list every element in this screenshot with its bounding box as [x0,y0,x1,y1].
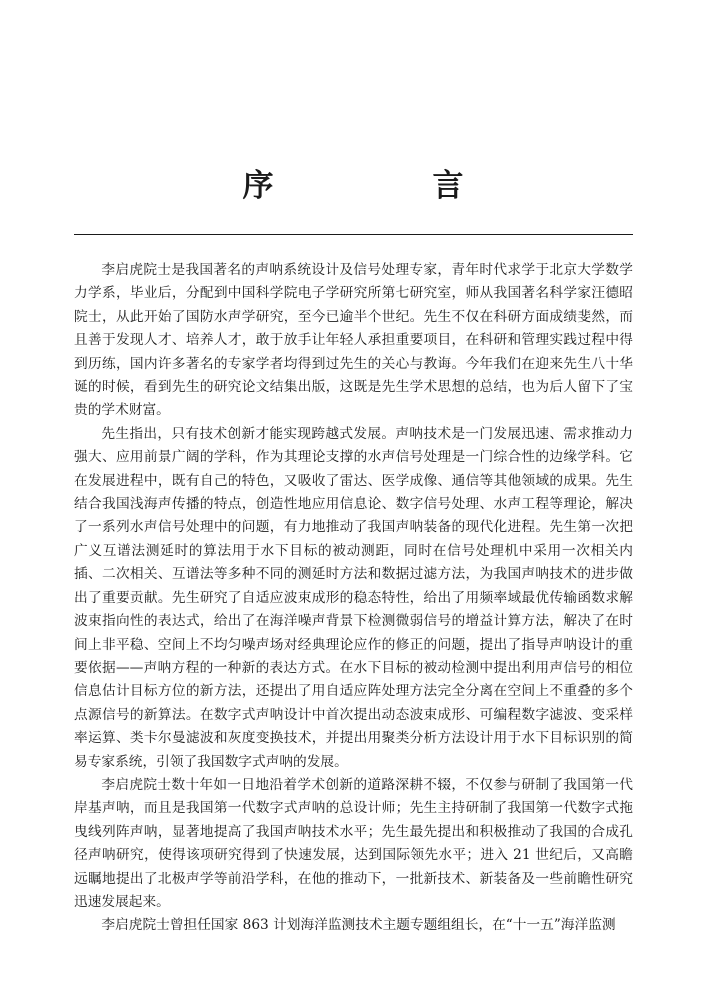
paragraph-3: 李启虎院士数十年如一日地沿着学术创新的道路深耕不辍，不仅参与研制了我国第一代岸基声呐，而且是我国第一代数字式声呐的总设计师；先生主持研制了我国第一代数字式拖曳线列阵声呐，显著地提高了我国声呐技术水平；先生最先提出和积极推动了我国的合成孔径声呐研究，使得该项研究得到了快速发展，达到国际领先水平；进入 21 世纪后，又高瞻远瞩地提出了北极声学等前沿学科，在他的推动下，一批新技术、新装备及一些前瞻性研究迅速发展起来。 [74,776,633,910]
title-divider [74,234,633,235]
paragraph-2: 先生指出，只有技术创新才能实现跨越式发展。声呐技术是一门发展迅速、需求推动力强大、应用前景广阔的学科，作为其理论支撑的水声信号处理是一门综合性的边缘学科。它在发展进程中，既有自己的特色，又吸收了雷达、医学成像、通信等其他领域的成果。先生结合我国浅海声传播的特点，创造性地应用信息论、数字信号处理、水声工程等理论，解决了一系列水声信号处理中的问题，有力地推动了我国声呐装备的现代化进程。先生第一次把广义互谱法测延时的算法用于水下目标的被动测距，同时在信号处理机中采用一次相关内插、二次相关、互谱法等多种不同的测延时方法和数据过滤方法，为我国声呐技术的进步做出了重要贡献。先生研究了自适应波束成形的稳态特性，给出了用频率域最优传输函数求解波束指向性的表达式，给出了在海洋噪声背景下检测微弱信号的增益计算方法，解决了在时间上非平稳、空间上不均匀噪声场对经典理论应作的修正的问题，提出了指导声呐设计的重要依据——声呐方程的一种新的表达方式。在水下目标的被动检测中提出利用声信号的相位信息估计目标方位的新方法，还提出了用自适应阵处理方法完全分离在空间上不重叠的多个点源信号的新算法。在数字式声呐设计中首次提出动态波束成形、可编程数字滤波、变采样率运算、类卡尔曼滤波和灰度变换技术，并提出用聚类分析方法设计用于水下目标识别的简易专家系统，引领了我国数字式声呐的发展。 [74,425,633,770]
paragraph-1: 李启虎院士是我国著名的声呐系统设计及信号处理专家，青年时代求学于北京大学数学力学系，毕业后，分配到中国科学院电子学研究所第七研究室，师从我国著名科学家汪德昭院士，从此开始了国防水声学研究，至今已逾半个世纪。先生不仅在科研方面成绩斐然，而且善于发现人才、培养人才，敢于放手让年轻人承担重要项目，在科研和管理实践过程中得到历练，国内许多著名的专家学者均得到过先生的关心与教诲。今年我们在迎来先生八十华诞的时候，看到先生的研究论文结集出版，这既是先生学术思想的总结，也为后人留下了宝贵的学术财富。 [74,262,633,419]
paragraph-4: 李启虎院士曾担任国家 863 计划海洋监测技术主题专题组组长，在“十一五”海洋监测 [101,917,616,934]
page-title: 序 言 [242,168,528,204]
body-text [74,259,633,938]
